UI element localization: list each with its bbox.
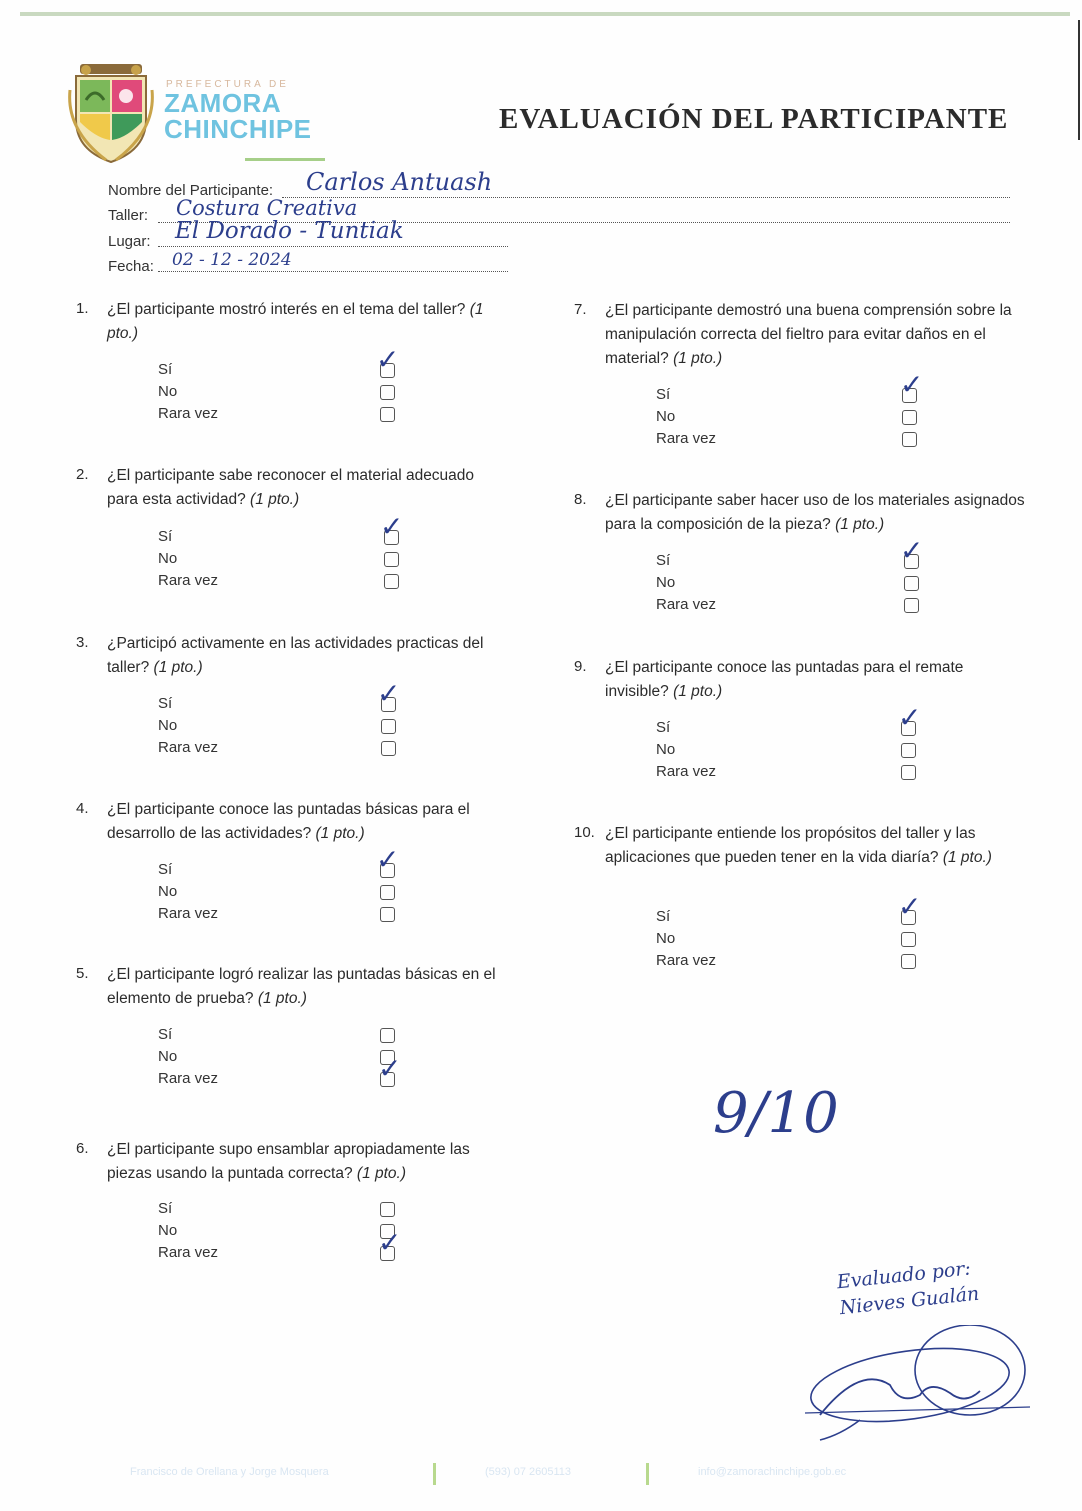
option-label: No xyxy=(656,930,676,947)
participant-line xyxy=(282,197,1010,198)
option-label: No xyxy=(158,1048,178,1065)
question-text xyxy=(107,632,507,680)
option-label: No xyxy=(158,717,178,734)
lugar-label: Lugar: xyxy=(108,233,151,250)
brand-name-line1: ZAMORA xyxy=(164,88,282,118)
answer-checkbox[interactable] xyxy=(381,741,396,756)
question-points: (1 pto.) xyxy=(153,659,203,676)
answer-checkbox[interactable] xyxy=(380,385,395,400)
option-label: No xyxy=(656,408,676,425)
option-label: Rara vez xyxy=(158,905,219,922)
question-number: 8. xyxy=(574,491,587,508)
option-label: Sí xyxy=(656,908,671,925)
lugar-line xyxy=(158,246,508,247)
question-text xyxy=(107,1138,507,1186)
question-points: (1 pto.) xyxy=(673,683,723,700)
option-label: No xyxy=(158,1222,178,1239)
option-label: Rara vez xyxy=(158,405,219,422)
answer-checkbox[interactable] xyxy=(380,1202,395,1217)
option-label: No xyxy=(158,550,178,567)
check-mark-icon: ✓ xyxy=(378,1227,402,1258)
check-mark-icon: ✓ xyxy=(900,535,924,566)
question-text xyxy=(605,656,1025,704)
score-handwritten xyxy=(705,1050,885,1190)
check-mark-icon: ✓ xyxy=(376,844,400,875)
evaluator-name: Nieves Gualán xyxy=(838,1282,981,1320)
question-text-body: ¿El participante supo ensamblar apropiadamente las piezas usando la puntada correcta? xyxy=(107,1141,470,1182)
question-number: 7. xyxy=(574,301,587,318)
signature-drawing xyxy=(800,1325,1035,1445)
answer-checkbox[interactable] xyxy=(380,407,395,422)
question-text xyxy=(605,822,1025,870)
question-points: (1 pto.) xyxy=(356,1165,407,1182)
participant-name-value: Carlos Antuash xyxy=(306,168,493,196)
answer-checkbox[interactable] xyxy=(901,765,916,780)
check-mark-icon: ✓ xyxy=(376,344,400,375)
answer-checkbox[interactable] xyxy=(384,552,399,567)
question-text-body: ¿El participante mostró interés en el tema del taller? xyxy=(107,301,466,318)
option-label: Rara vez xyxy=(656,596,717,613)
question-text xyxy=(107,963,507,1011)
footer-address: Francisco de Orellana y Jorge Mosquera xyxy=(130,1466,329,1478)
question-text-body: ¿El participante entiende los propósitos del taller y las aplicaciones que pueden tener en la vida diaría? xyxy=(605,825,976,866)
answer-checkbox[interactable] xyxy=(380,907,395,922)
answer-checkbox[interactable] xyxy=(380,885,395,900)
fecha-label: Fecha: xyxy=(108,258,154,275)
option-label: Rara vez xyxy=(158,572,219,589)
brand-name xyxy=(164,90,312,142)
option-label: No xyxy=(158,383,178,400)
answer-checkbox[interactable] xyxy=(904,576,919,591)
answer-checkbox[interactable] xyxy=(901,954,916,969)
scan-edge-line xyxy=(1078,20,1080,140)
footer-divider xyxy=(433,1463,436,1485)
option-label: Rara vez xyxy=(656,952,717,969)
question-text-body: ¿El participante demostró una buena comprensión sobre la manipulación correcta del fieltro para evitar daños en el material? xyxy=(605,302,1012,367)
option-label: Sí xyxy=(158,528,173,545)
check-mark-icon: ✓ xyxy=(378,1053,402,1084)
question-number: 5. xyxy=(76,965,89,982)
footer-phone: (593) 07 2605113 xyxy=(485,1466,572,1478)
option-label: Sí xyxy=(656,552,671,569)
question-points: (1 pto.) xyxy=(107,301,484,342)
brand-name-line2: CHINCHIPE xyxy=(164,114,312,144)
question-text xyxy=(107,464,507,512)
option-label: Sí xyxy=(158,1026,173,1043)
check-mark-icon: ✓ xyxy=(898,891,922,922)
brand-prefix: PREFECTURA DE xyxy=(166,79,289,90)
question-points: (1 pto.) xyxy=(315,825,365,842)
participant-label: Nombre del Participante: xyxy=(108,182,274,199)
question-number: 6. xyxy=(76,1140,89,1157)
option-label: Rara vez xyxy=(158,739,219,756)
option-label: Rara vez xyxy=(656,430,717,447)
question-text xyxy=(107,298,507,346)
question-points: (1 pto.) xyxy=(835,516,885,533)
question-text-body: ¿El participante logró realizar las puntadas básicas en el elemento de prueba? xyxy=(107,966,496,1007)
answer-checkbox[interactable] xyxy=(384,574,399,589)
question-points: (1 pto.) xyxy=(942,849,992,866)
prefecture-crest-logo xyxy=(66,60,156,165)
top-border-line xyxy=(20,12,1070,16)
question-text xyxy=(107,798,507,846)
option-label: No xyxy=(158,883,178,900)
option-label: Sí xyxy=(656,386,671,403)
option-label: No xyxy=(656,574,676,591)
question-points: (1 pto.) xyxy=(250,491,300,508)
footer-email: info@zamorachinchipe.gob.ec xyxy=(698,1466,847,1478)
brand-underline xyxy=(245,158,325,161)
question-text-body: ¿El participante saber hacer uso de los materiales asignados para la composición de la pieza? xyxy=(605,492,1025,533)
answer-checkbox[interactable] xyxy=(901,932,916,947)
question-number: 4. xyxy=(76,800,89,817)
question-text xyxy=(605,299,1025,371)
check-mark-icon: ✓ xyxy=(377,678,401,709)
evaluator-label: Evaluado por: xyxy=(835,1257,972,1294)
check-mark-icon: ✓ xyxy=(898,702,922,733)
footer-divider xyxy=(646,1463,649,1485)
option-label: Sí xyxy=(656,719,671,736)
option-label: No xyxy=(656,741,676,758)
option-label: Rara vez xyxy=(158,1070,219,1087)
question-text-body: ¿El participante conoce las puntadas básicas para el desarrollo de las actividades? xyxy=(107,801,470,842)
answer-checkbox[interactable] xyxy=(904,598,919,613)
question-text-body: ¿Participó activamente en las actividades practicas del taller? xyxy=(107,635,484,676)
option-label: Sí xyxy=(158,861,173,878)
question-points: (1 pto.) xyxy=(673,350,723,367)
question-points: (1 pto.) xyxy=(257,990,307,1007)
question-number: 2. xyxy=(76,466,89,483)
question-number: 1. xyxy=(76,300,89,317)
question-number: 9. xyxy=(574,658,587,675)
question-number: 10. xyxy=(574,824,595,841)
score-value: 9/10 xyxy=(713,1081,839,1146)
question-number: 3. xyxy=(76,634,89,651)
option-label: Sí xyxy=(158,1200,173,1217)
check-mark-icon: ✓ xyxy=(380,511,404,542)
option-label: Rara vez xyxy=(158,1244,219,1261)
answer-checkbox[interactable] xyxy=(902,432,917,447)
check-mark-icon: ✓ xyxy=(900,369,924,400)
evaluator-note xyxy=(836,1255,981,1321)
question-text-body: ¿El participante conoce las puntadas para el remate invisible? xyxy=(605,659,964,700)
fecha-value: 02 - 12 - 2024 xyxy=(172,250,292,270)
taller-label: Taller: xyxy=(108,207,149,224)
taller-value: Costura Creativa xyxy=(176,196,358,220)
option-label: Sí xyxy=(158,361,173,378)
answer-checkbox[interactable] xyxy=(901,743,916,758)
fecha-line xyxy=(158,271,508,272)
question-text xyxy=(605,489,1025,537)
question-text-body: ¿El participante sabe reconocer el material adecuado para esta actividad? xyxy=(107,467,475,508)
document-title: EVALUACIÓN DEL PARTICIPANTE xyxy=(499,103,1009,135)
answer-checkbox[interactable] xyxy=(902,410,917,425)
lugar-value: El Dorado - Tuntiak xyxy=(175,218,404,244)
option-label: Rara vez xyxy=(656,763,717,780)
option-label: Sí xyxy=(158,695,173,712)
answer-checkbox[interactable] xyxy=(381,719,396,734)
answer-checkbox[interactable] xyxy=(380,1028,395,1043)
